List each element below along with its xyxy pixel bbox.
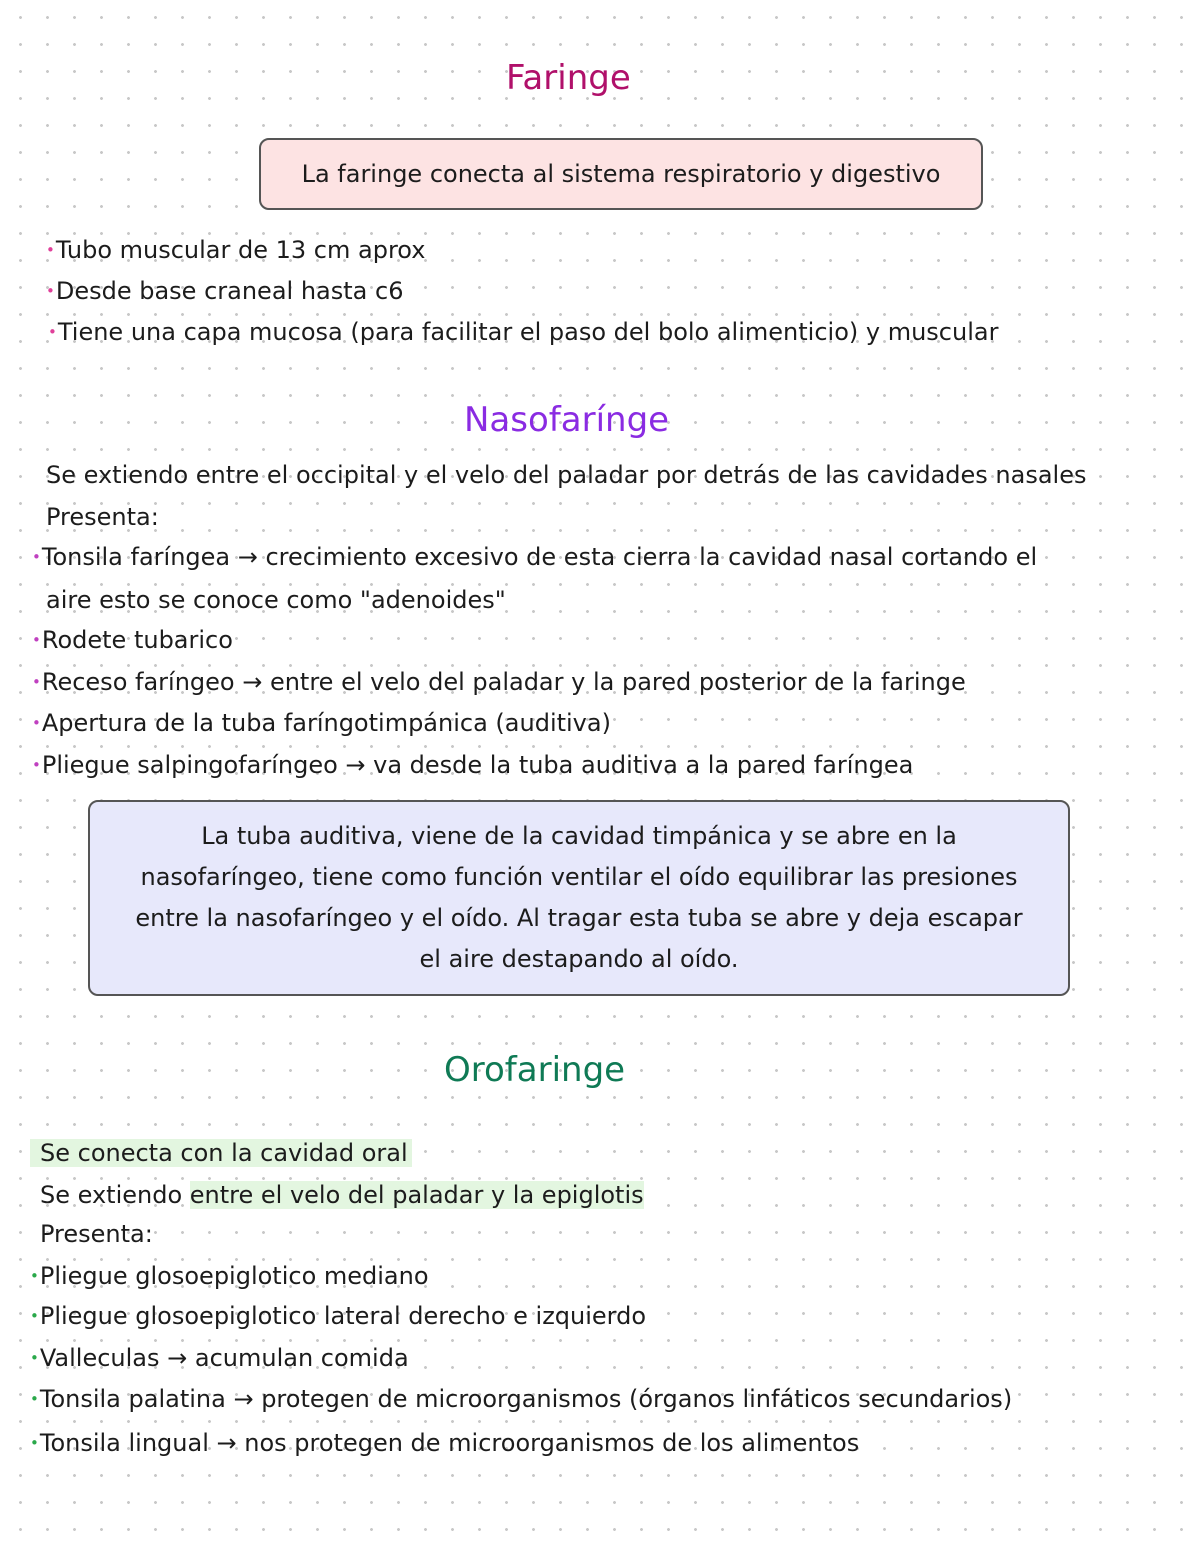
bullet-dot: • (46, 282, 55, 300)
bullet-dot: • (32, 714, 41, 732)
bullet-text: Apertura de la tuba faríngotimpánica (auditiva) (41, 709, 611, 737)
bullet-text: Desde base craneal hasta c6 (55, 277, 404, 305)
bullet-text: Rodete tubarico (41, 626, 233, 654)
nasofaringe-bullet-2 (32, 625, 233, 655)
bullet-dot: • (32, 673, 41, 691)
orofaringe-title: Orofaringe (444, 1050, 626, 1090)
faringe-bullet-2 (46, 276, 403, 306)
faringe-bullet-1 (46, 235, 425, 265)
bullet-text: Tiene una capa mucosa (para facilitar el paso del bolo alimenticio) y muscular (57, 318, 999, 346)
bullet-dot: • (32, 756, 41, 774)
nasofaringe-intro: Se extiendo entre el occipital y el velo del paladar por detrás de las cavidades nasales (46, 461, 1087, 489)
faringe-definition-box (259, 138, 983, 210)
nasofaringe-bullet-1 (32, 542, 1037, 572)
nasofaringe-bullet-1-cont: aire esto se conoce como "adenoides" (46, 586, 506, 614)
bullet-text: Pliegue glosoepiglotico lateral derecho e izquierdo (39, 1302, 647, 1330)
bullet-dot: • (46, 241, 55, 259)
nasofaringe-bullet-5 (32, 750, 913, 780)
bullet-text: Receso faríngeo → entre el velo del paladar y la pared posterior de la faringe (41, 668, 966, 696)
bullet-text: Tubo muscular de 13 cm aprox (55, 236, 426, 264)
orofaringe-bullet-5 (30, 1428, 859, 1458)
orofaringe-bullet-1 (30, 1261, 429, 1291)
faringe-definition-text: La faringe conecta al sistema respiratorio y digestivo (301, 160, 941, 188)
highlighted-text: entre el velo del paladar y la epiglotis (189, 1181, 644, 1209)
nasofaringe-bullet-3 (32, 667, 966, 697)
orofaringe-bullet-2 (30, 1301, 646, 1331)
nasofaringe-presenta: Presenta: (46, 503, 159, 531)
bullet-dot: • (30, 1434, 39, 1452)
tuba-auditiva-note-box (88, 800, 1070, 996)
orofaringe-bullet-3 (30, 1343, 409, 1373)
faringe-title: Faringe (506, 58, 631, 98)
nasofaringe-bullet-4 (32, 708, 611, 738)
bullet-text: Tonsila palatina → protegen de microorganismos (órganos linfáticos secundarios) (39, 1385, 1013, 1413)
bullet-dot: • (32, 631, 41, 649)
faringe-bullet-3 (48, 317, 998, 347)
orofaringe-intro-2 (40, 1180, 644, 1210)
bullet-text: Valleculas → acumulan comida (39, 1344, 409, 1372)
bullet-text: Pliegue salpingofaríngeo → va desde la tuba auditiva a la pared faríngea (41, 751, 914, 779)
bullet-dot: • (48, 323, 57, 341)
bullet-dot: • (32, 548, 41, 566)
orofaringe-bullet-4 (30, 1384, 1012, 1414)
highlighted-text: Se conecta con la cavidad oral (30, 1139, 412, 1167)
bullet-text: Tonsila faríngea → crecimiento excesivo de esta cierra la cavidad nasal cortando el (41, 543, 1038, 571)
bullet-text: Pliegue glosoepiglotico mediano (39, 1262, 429, 1290)
bullet-dot: • (30, 1267, 39, 1285)
intro-2-text: Se extiendo (40, 1181, 190, 1209)
nasofaringe-title: Nasofarínge (464, 400, 670, 440)
orofaringe-presenta: Presenta: (40, 1220, 153, 1248)
bullet-text: Tonsila lingual → nos protegen de microorganismos de los alimentos (39, 1429, 860, 1457)
bullet-dot: • (30, 1307, 39, 1325)
bullet-dot: • (30, 1390, 39, 1408)
tuba-auditiva-note-text: La tuba auditiva, viene de la cavidad timpánica y se abre en la nasofaríngeo, tiene como función ventilar el oído equilibrar las presiones entre la nasofaríngeo y el oído. Al tragar esta tuba se abre y deja escapar el aire destapando al oído. (135, 822, 1023, 973)
orofaringe-intro-1 (30, 1138, 412, 1168)
bullet-dot: • (30, 1349, 39, 1367)
